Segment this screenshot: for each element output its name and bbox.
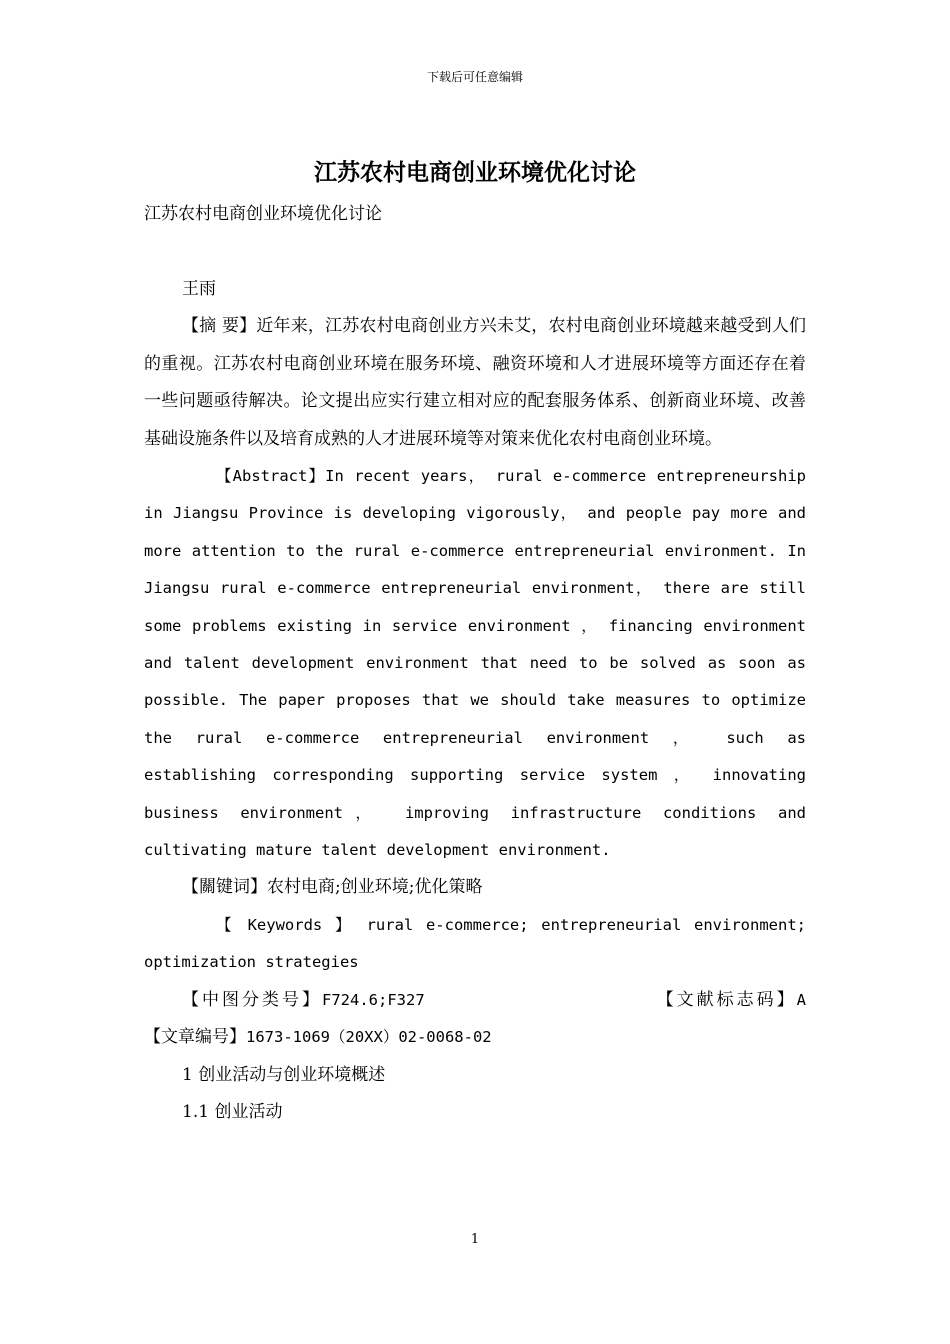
document-code [657,982,806,1020]
keywords-en [144,907,806,982]
abstract-cn [144,308,806,458]
abstract-cn-text: 近年来，江苏农村电商创业方兴未艾，农村电商创业环境越来越受到人们的重视。江苏农村电商创业环境在服务环境、融资环境和人才进展环境等方面还存在着一些问题亟待解决。论文提出应实行建立相对应的配套服务体系、创新商业环境、改善基础设施条件以及培育成熟的人才进展环境等对策来优化农村电商创业环境。 [144,316,807,449]
abstract-cn-label: 【摘 要】 [182,316,257,336]
document-code-value: A [796,990,806,1009]
article-number-label: 【文章编号】 [144,1027,246,1048]
classification-row [144,982,806,1020]
keywords-en-text: rural e-commerce; entrepreneurial environment; optimization strategies [144,915,806,972]
classification [182,982,425,1020]
blank-line [144,234,806,271]
header-note: 下载后可任意编辑 [426,70,523,84]
abstract-en-text: In recent years， rural e-commerce entrepreneurship in Jiangsu Province is developing vigorously， and people pay more and more attention to the rural e-commerce entrepreneurial environment. In Jiangsu rural e-commerce entrepreneurial environment， there are still some problems existing in service environment ， financing environment and talent development environment that need to be solved as soon as possible. The paper proposes that we should take measures to optimize the rural e-commerce entrepreneurial environment ， such as establishing corresponding supporting service system ， innovating business environment， improving infrastructure conditions and cultivating mature talent development environment. [144,467,807,860]
article-number-value: 1673-1069（20XX）02-0068-02 [246,1028,492,1047]
author: 王雨 [182,278,216,299]
classification-value: F724.6;F327 [322,990,425,1009]
section-heading-1: 1 创业活动与创业环境概述 [182,1064,386,1085]
article-number [144,1019,806,1057]
keywords-en-label: 【 Keywords 】 [216,915,354,934]
page-number: 1 [470,1232,480,1247]
keywords-cn [144,869,806,907]
keywords-cn-text: 农村电商;创业环境;优化策略 [267,877,483,898]
abstract-en-label: 【Abstract】 [216,467,326,485]
classification-label: 【中图分类号】 [182,989,322,1010]
keywords-cn-label: 【關键词】 [182,877,267,898]
document-code-label: 【文献标志码】 [656,989,797,1010]
document-body [144,196,806,1132]
section-heading-1-1: 1.1 创业活动 [182,1102,283,1123]
document-title: 江苏农村电商创业环境优化讨论 [314,160,636,186]
subtitle: 江苏农村电商创业环境优化讨论 [144,204,382,224]
abstract-en [144,458,806,869]
